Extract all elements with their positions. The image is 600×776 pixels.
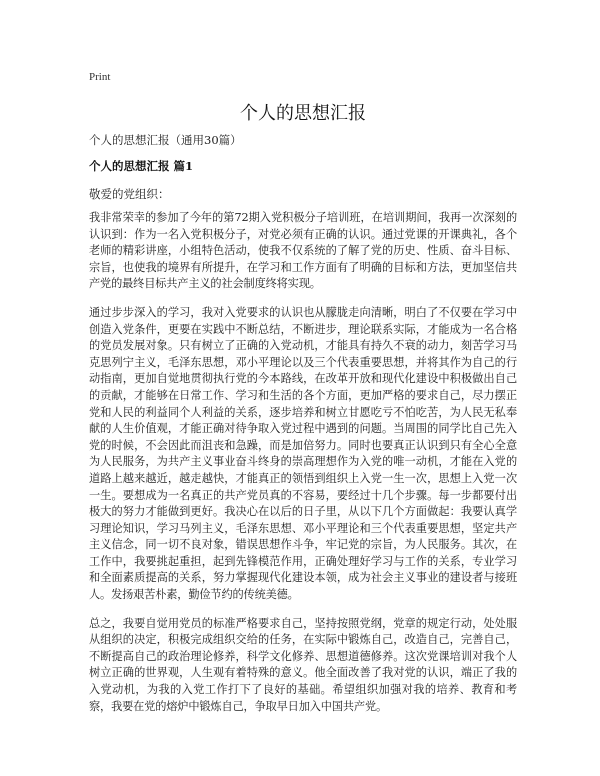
body-text bbox=[89, 210, 517, 727]
page-title: 个人的思想汇报 bbox=[240, 103, 366, 124]
print-link[interactable]: Print bbox=[89, 71, 111, 83]
section-heading: 个人的思想汇报 篇1 bbox=[89, 159, 194, 173]
paragraph-1: 我非常荣幸的参加了今年的第72期入党积极分子培训班，在培训期间，我再一次深刻的认识到：作为一名入党积极分子，对党必须有正确的认识。通过党课的开课典礼，各个老师的精彩讲座，小组特色活动，使我不仅系统的了解了党的历史、性质、奋斗目标、宗旨，也使我的境界有所提升，在学习和工作方面有了明确的目标和方法，更加坚信共产党的最终目标共产主义的社会制度终将实现。 bbox=[89, 211, 517, 291]
paragraph-3: 总之，我要自觉用党员的标准严格要求自己，坚持按照党纲，党章的规定行动，处处服从组织的决定，积极完成组织交给的任务，在实际中锻炼自己，改造自己，完善自己，不断提高自己的政治理论修养，科学文化修养、思想道德修养。这次党课培训对我个人树立正确的世界观，人生观有着特殊的意义。他全面改善了我对党的认识，端正了我的入党动机，为我的入党工作打下了良好的基础。希望组织加强对我的培养、教育和考察，我要在党的熔炉中锻炼自己，争取早日加入中国共产党。 bbox=[89, 616, 517, 713]
salutation: 敬爱的党组织： bbox=[89, 187, 170, 201]
document-subtitle: 个人的思想汇报（通用30篇） bbox=[89, 133, 242, 147]
paragraph-2: 通过步步深入的学习，我对入党要求的认识也从朦胧走向清晰，明白了不仅要在学习中创造入党条件，更要在实践中不断总结，不断进步，理论联系实际，才能成为一名合格的党员发展对象。只有树立了正确的入党动机，才能具有持久不衰的动力，刻苦学习马克思列宁主义，毛泽东思想，邓小平理论以及三个代表重要思想，并将其作为自己的行动指南，更加自觉地贯彻执行党的今本路线，在改革开放和现代化建设中积极做出自己的贡献，才能够在日常工作、学习和生活的各个方面，更加严格的要求自己，尽力摆正党和人民的利益同个人利益的关系，逐步培养和树立甘愿吃亏不怕吃苦，为人民无私奉献的人生价值观，才能正确对待争取入党过程中遇到的问题。当周围的同学比自己先入党的时候，不会因此而沮丧和急躁，而是加倍努力。同时也要真正认识到只有全心全意为人民服务，为共产主义事业奋斗终身的崇高理想作为入党的唯一动机，才能在入党的道路上越来越近，越走越快，才能真正的领悟到组织上入党一生一次，思想上入党一次一生。要想成为一名真正的共产党员真的不容易，要经过十几个步骤。每一步都要付出极大的努力才能做到更好。我决心在以后的日子里，从以下几个方面做起：我要认真学习理论知识，学习马列主义，毛泽东思想、邓小平理论和三个代表重要思想，坚定共产主义信念，同一切不良对象，错误思想作斗争，牢记党的宗旨，为人民服务。其次，在工作中，我要挑起重担，起到先锋模范作用，正确处理好学习与工作的关系，专业学习和全面素质提高的关系，努力掌握现代化建设本领，成为社会主义事业的建设者与接班人。发扬艰苦朴素，勤俭节约的传统美德。 bbox=[89, 305, 517, 602]
